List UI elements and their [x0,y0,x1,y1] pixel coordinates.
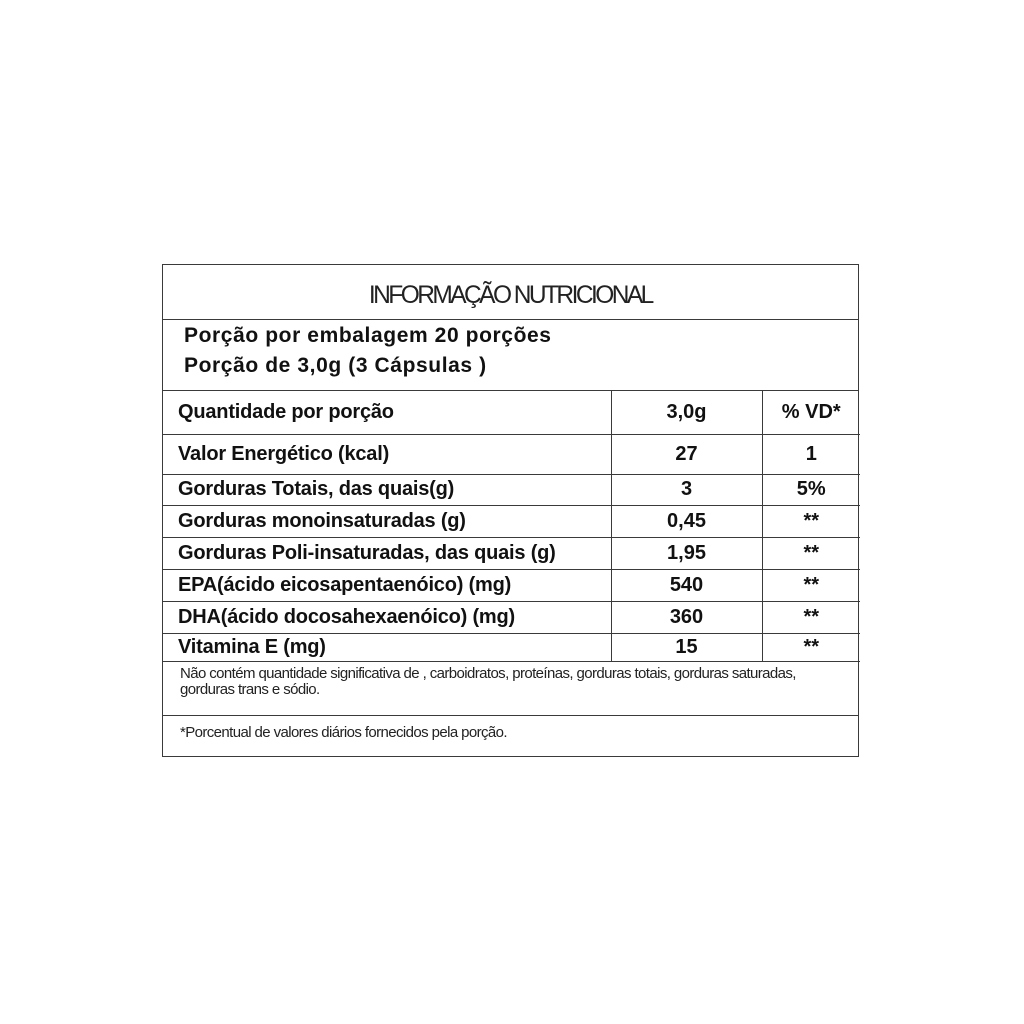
daily-values-note: *Porcentual de valores diários fornecidos pela porção. [180,724,507,741]
nutrient-name: Vitamina E (mg) [163,633,611,661]
portions-per-package: Porção por embalagem 20 porções [184,324,552,347]
nutrient-qty: 360 [611,601,762,633]
nutrient-vd: ** [762,633,860,661]
nutrient-name: Gorduras Totais, das quais(g) [163,474,611,505]
table-row [163,601,860,633]
nutrient-name: Gorduras Poli-insaturadas, das quais (g) [163,537,611,569]
nutrient-vd: 5% [762,474,860,505]
label-title-row [163,265,858,320]
nutrient-name: Valor Energético (kcal) [163,434,611,474]
nutrient-name: EPA(ácido eicosapentaenóico) (mg) [163,569,611,601]
nutrient-qty: 0,45 [611,505,762,537]
nutrient-qty: 1,95 [611,537,762,569]
nutrient-vd: 1 [762,434,860,474]
table-row [163,434,860,474]
nutrient-qty: 3 [611,474,762,505]
nutrient-qty: 15 [611,633,762,661]
portion-size: Porção de 3,0g (3 Cápsulas ) [184,354,487,377]
header-qty: 3,0g [611,391,762,434]
table-row [163,474,860,505]
table-row [163,505,860,537]
nutrient-qty: 27 [611,434,762,474]
table-header-row [163,391,860,434]
portion-info [163,320,858,391]
nutrient-table [163,391,860,662]
not-significant-note: Não contém quantidade significativa de , carboidratos, proteínas, gorduras totais, gorduras saturadas, gorduras trans e sódio. [180,665,796,698]
nutrient-vd: ** [762,569,860,601]
daily-values-note-row [163,716,858,756]
nutrient-vd: ** [762,505,860,537]
table-row [163,633,860,661]
header-vd: % VD* [762,391,860,434]
label-title: INFORMAÇÃO NUTRICIONAL [369,281,652,309]
nutrient-vd: ** [762,601,860,633]
header-name: Quantidade por porção [163,391,611,434]
nutrient-vd: ** [762,537,860,569]
table-row [163,569,860,601]
nutrient-qty: 540 [611,569,762,601]
nutrient-name: DHA(ácido docosahexaenóico) (mg) [163,601,611,633]
not-significant-note-row [163,661,858,716]
nutrient-name: Gorduras monoinsaturadas (g) [163,505,611,537]
nutrition-facts-label [162,264,859,757]
table-row [163,537,860,569]
